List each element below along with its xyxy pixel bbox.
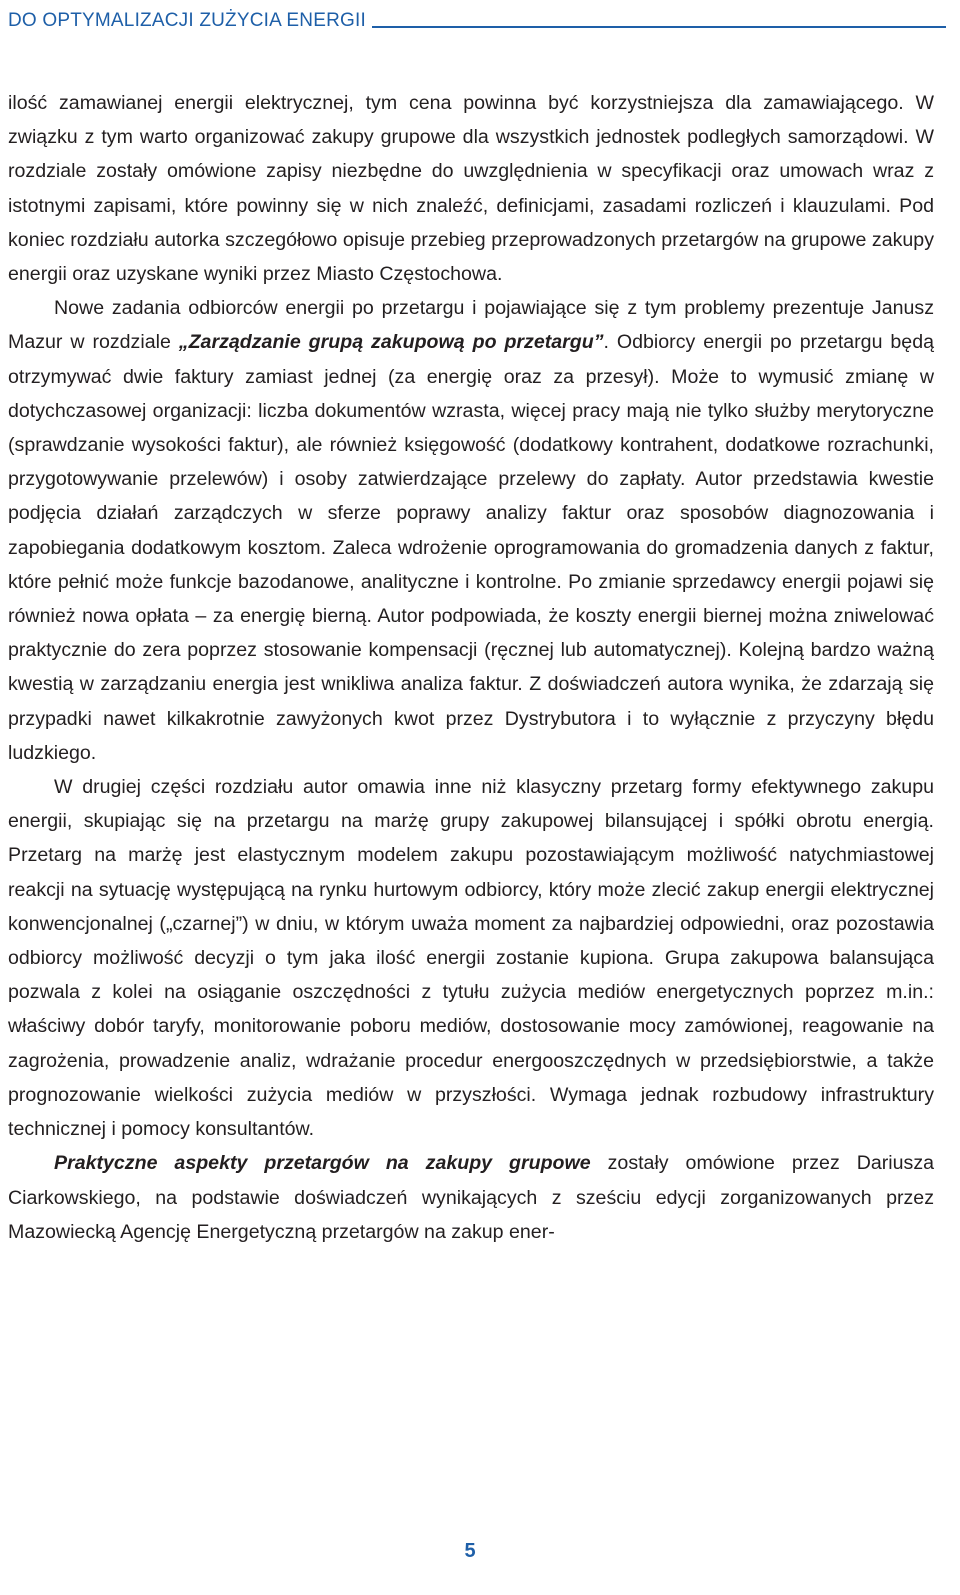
paragraph-2-text-start: Nowe zadania odbiorców energii po przetargu i pojawiające się z tym problemy prezentuje Janusz Mazur w rozdziale — [8, 297, 934, 354]
chapter-title-reference-2: Praktyczne aspekty przetargów na zakupy grupowe — [54, 1152, 591, 1175]
page-number: 5 — [464, 1540, 476, 1562]
paragraph-4 — [8, 1146, 934, 1249]
running-header — [8, 4, 946, 34]
paragraph-4-text: zostały omówione przez Dariusza Ciarkowskiego, na podstawie doświadczeń wynikających z sześciu edycji zorganizowanych przez Mazowiecką Agencję Energetyczną przetargów na zakup ener- — [8, 1152, 935, 1243]
running-header-title: DO OPTYMALIZACJI ZUŻYCIA ENERGII — [8, 10, 366, 31]
body-text — [8, 86, 934, 1249]
header-rule — [372, 26, 946, 28]
paragraph-3-text: W drugiej części rozdziału autor omawia inne niż klasyczny przetarg formy efektywnego zakupu energii, skupiając się na przetargu na marżę grupy zakupowej bilansującej i spółki obrotu energią. Przetarg na marżę jest elastycznym modelem zakupu pozostawiającym możliwość natychmiastowej reakcji na sytuację występującą na rynku hurtowym odbiorcy, który może zlecić zakup energii elektrycznej konwencjonalnej („czarnej”) w dniu, w którym uważa moment za najbardziej odpowiedni, oraz pozostawia odbiorcy możliwość decyzji o tym jaka ilość energii zostanie kupiona. Grupa zakupowa balansująca pozwala z kolei na osiąganie oszczędności z tytułu zużycia mediów energetycznych poprzez m.in.: właściwy dobór taryfy, monitorowanie poboru mediów, dostosowanie mocy zamówionej, reagowanie na zagrożenia, prowadzenie analiz, wdrażanie procedur energooszczędnych w przedsiębiorstwie, a także prognozowanie wielkości zużycia mediów w przyszłości. Wymaga jednak rozbudowy infrastruktury technicznej i pomocy konsultantów. — [8, 776, 934, 1141]
paragraph-2-text-end: . Odbiorcy energii po przetargu będą otrzymywać dwie faktury zamiast jednej (za energię oraz za przesył). Może to wymusić zmianę w dotychczasowej organizacji: liczba dokumentów wzrasta, więcej pracy mają nie tylko służby merytoryczne (sprawdzanie wysokości faktur), ale również księgowość (dodatkowy kontrahent, dodatkowe rozrachunki, przygotowywanie przelewów) i osoby zatwierdzające przelewy do zapłaty. Autor przedstawia kwestie podjęcia działań zarządczych w sferze poprawy analizy faktur oraz sposobów diagnozowania i zapobiegania dodatkowym kosztom. Zaleca wdrożenie oprogramowania do gromadzenia danych z faktur, które pełnić może funkcje bazodanowe, analityczne i kontrolne. Po zmianie sprzedawcy energii pojawi się również nowa opłata – za energię bierną. Autor podpowiada, że koszty energii biernej można zniwelować praktycznie do zera poprzez stosowanie kompensacji (ręcznej lub automatycznej). Kolejną bardzo ważną kwestią w zarządzaniu energia jest wnikliwa analiza faktur. Z doświadczeń autora wynika, że zdarzają się przypadki nawet kilkakrotnie zawyżonych kwot przez Dystrybutora i to wyłącznie z przyczyny błędu ludzkiego. — [8, 331, 934, 764]
paragraph-1-text: ilość zamawianej energii elektrycznej, tym cena powinna być korzystniejsza dla zamawiającego. W związku z tym warto organizować zakupy grupowe dla wszystkich jednostek podległych samorządowi. W rozdziale zostały omówione zapisy niezbędne do uwzględnienia w specyfikacji oraz umowach wraz z istotnymi zapisami, które powinny się w nich znaleźć, definicjami, zasadami rozliczeń i klauzulami. Pod koniec rozdziału autorka szczegółowo opisuje przebieg przeprowadzonych przetargów na grupowe zakupy energii oraz uzyskane wyniki przez Miasto Częstochowa. — [8, 92, 934, 286]
paragraph-2 — [8, 291, 934, 770]
paragraph-3 — [8, 770, 934, 1146]
chapter-title-reference: „Zarządzanie grupą zakupową po przetargu” — [178, 331, 604, 354]
paragraph-1 — [8, 86, 934, 291]
